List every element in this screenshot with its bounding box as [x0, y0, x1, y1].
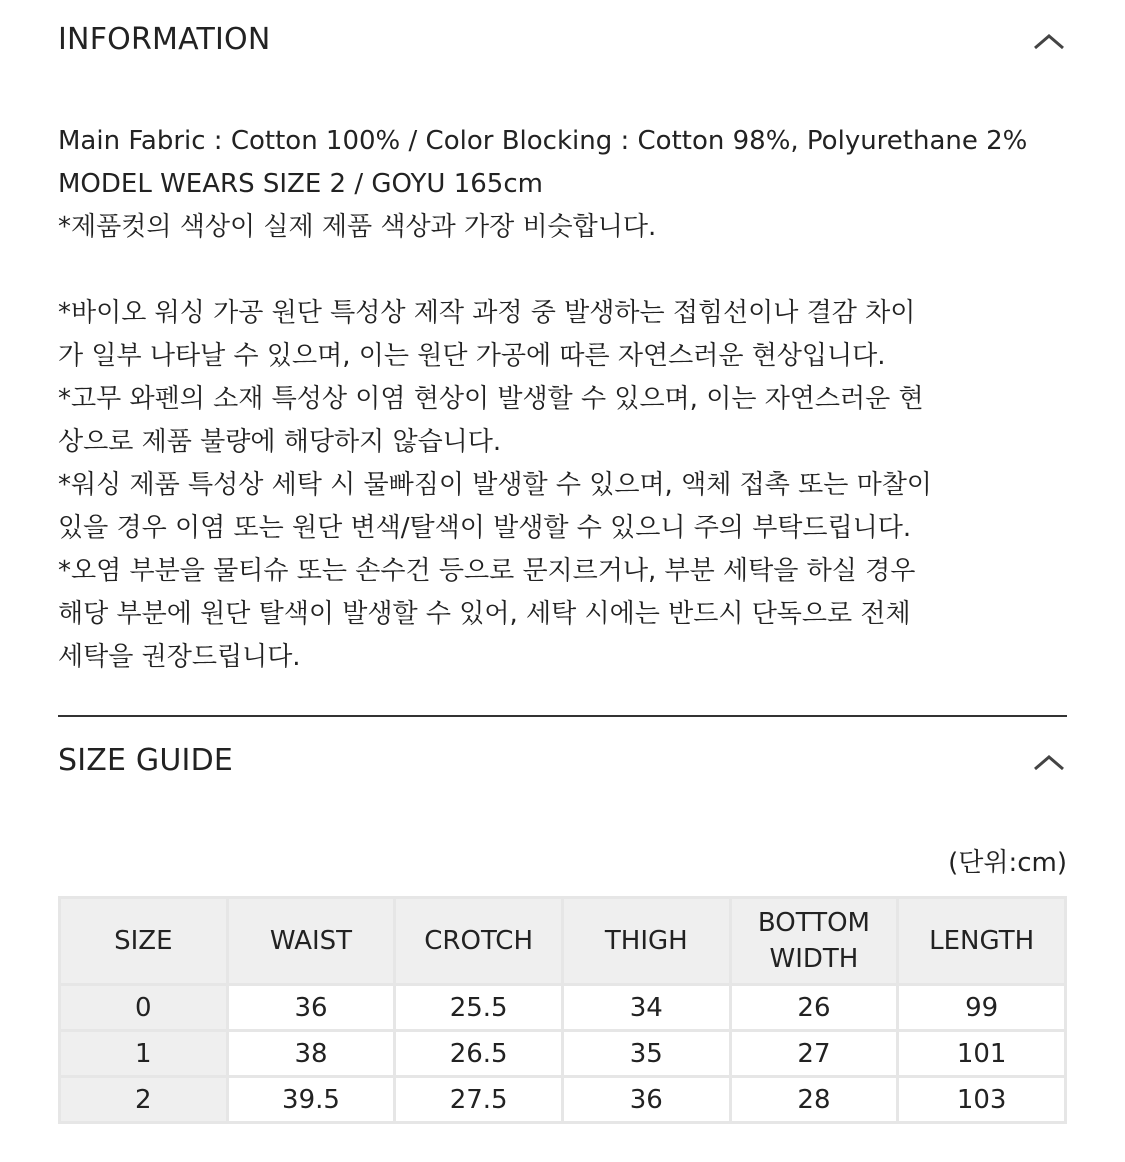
table-cell: 38: [227, 1031, 395, 1077]
table-cell: 103: [898, 1077, 1066, 1123]
information-section: [58, 20, 1067, 680]
column-header: LENGTH: [898, 898, 1066, 985]
care-note-line: *고무 와펜의 소재 특성상 이염 현상이 발생할 수 있으며, 이는 자연스러운 현: [58, 384, 924, 414]
column-header: THIGH: [562, 898, 730, 985]
table-cell: 25.5: [395, 985, 563, 1031]
chevron-up-icon[interactable]: [1031, 26, 1067, 56]
care-note-line: 있을 경우 이염 또는 원단 변색/탈색이 발생할 수 있으니 주의 부탁드립니다.: [58, 513, 912, 543]
table-row: [60, 1077, 1066, 1123]
table-header-row: [60, 898, 1066, 985]
care-note-line: 가 일부 나타날 수 있으며, 이는 원단 가공에 따른 자연스러운 현상입니다.: [58, 341, 886, 371]
care-note-line: 해당 부분에 원단 탈색이 발생할 수 있어, 세탁 시에는 반드시 단독으로 전체: [58, 599, 911, 629]
table-cell: 27: [730, 1031, 898, 1077]
table-cell: 34: [562, 985, 730, 1031]
table-cell: 27.5: [395, 1077, 563, 1123]
table-cell: 36: [227, 985, 395, 1031]
unit-note: (단위:cm): [948, 848, 1067, 878]
chevron-up-icon[interactable]: [1031, 747, 1067, 777]
table-row: [60, 1031, 1066, 1077]
information-header[interactable]: [58, 20, 1067, 70]
table-cell: 35: [562, 1031, 730, 1077]
information-title: INFORMATION: [58, 22, 271, 57]
table-cell: 26: [730, 985, 898, 1031]
table-cell: 39.5: [227, 1077, 395, 1123]
column-header: BOTTOM WIDTH: [730, 898, 898, 985]
care-note-line: 상으로 제품 불량에 해당하지 않습니다.: [58, 427, 502, 457]
table-cell: 26.5: [395, 1031, 563, 1077]
table-cell: 28: [730, 1077, 898, 1123]
size-guide-title: SIZE GUIDE: [58, 743, 234, 778]
column-header: SIZE: [60, 898, 228, 985]
column-header: CROTCH: [395, 898, 563, 985]
spacer: [58, 249, 1067, 292]
model-info: MODEL WEARS SIZE 2 / GOYU 165cm: [58, 169, 543, 199]
size-table: [58, 896, 1067, 1124]
size-guide-header[interactable]: [58, 741, 1067, 791]
care-note-line: 세탁을 권장드립니다.: [58, 642, 301, 672]
table-row: [60, 985, 1066, 1031]
table-cell: 36: [562, 1077, 730, 1123]
table-cell: 101: [898, 1031, 1066, 1077]
section-divider: [58, 715, 1067, 717]
table-cell: 2: [60, 1077, 228, 1123]
information-body: [58, 120, 1067, 679]
care-note-line: *오염 부분을 물티슈 또는 손수건 등으로 문지르거나, 부분 세탁을 하실 경우: [58, 556, 916, 586]
size-guide-section: [58, 741, 1067, 801]
fabric-info: Main Fabric : Cotton 100% / Color Blocking : Cotton 98%, Polyurethane 2%: [58, 126, 1028, 156]
care-note-line: *바이오 워싱 가공 원단 특성상 제작 과정 중 발생하는 접힘선이나 결감 차이: [58, 298, 916, 328]
column-header: WAIST: [227, 898, 395, 985]
table-cell: 1: [60, 1031, 228, 1077]
table-cell: 99: [898, 985, 1066, 1031]
color-note: *제품컷의 색상이 실제 제품 색상과 가장 비슷합니다.: [58, 212, 657, 242]
care-note-line: *워싱 제품 특성상 세탁 시 물빠짐이 발생할 수 있으며, 액체 접촉 또는 마찰이: [58, 470, 932, 500]
table-cell: 0: [60, 985, 228, 1031]
